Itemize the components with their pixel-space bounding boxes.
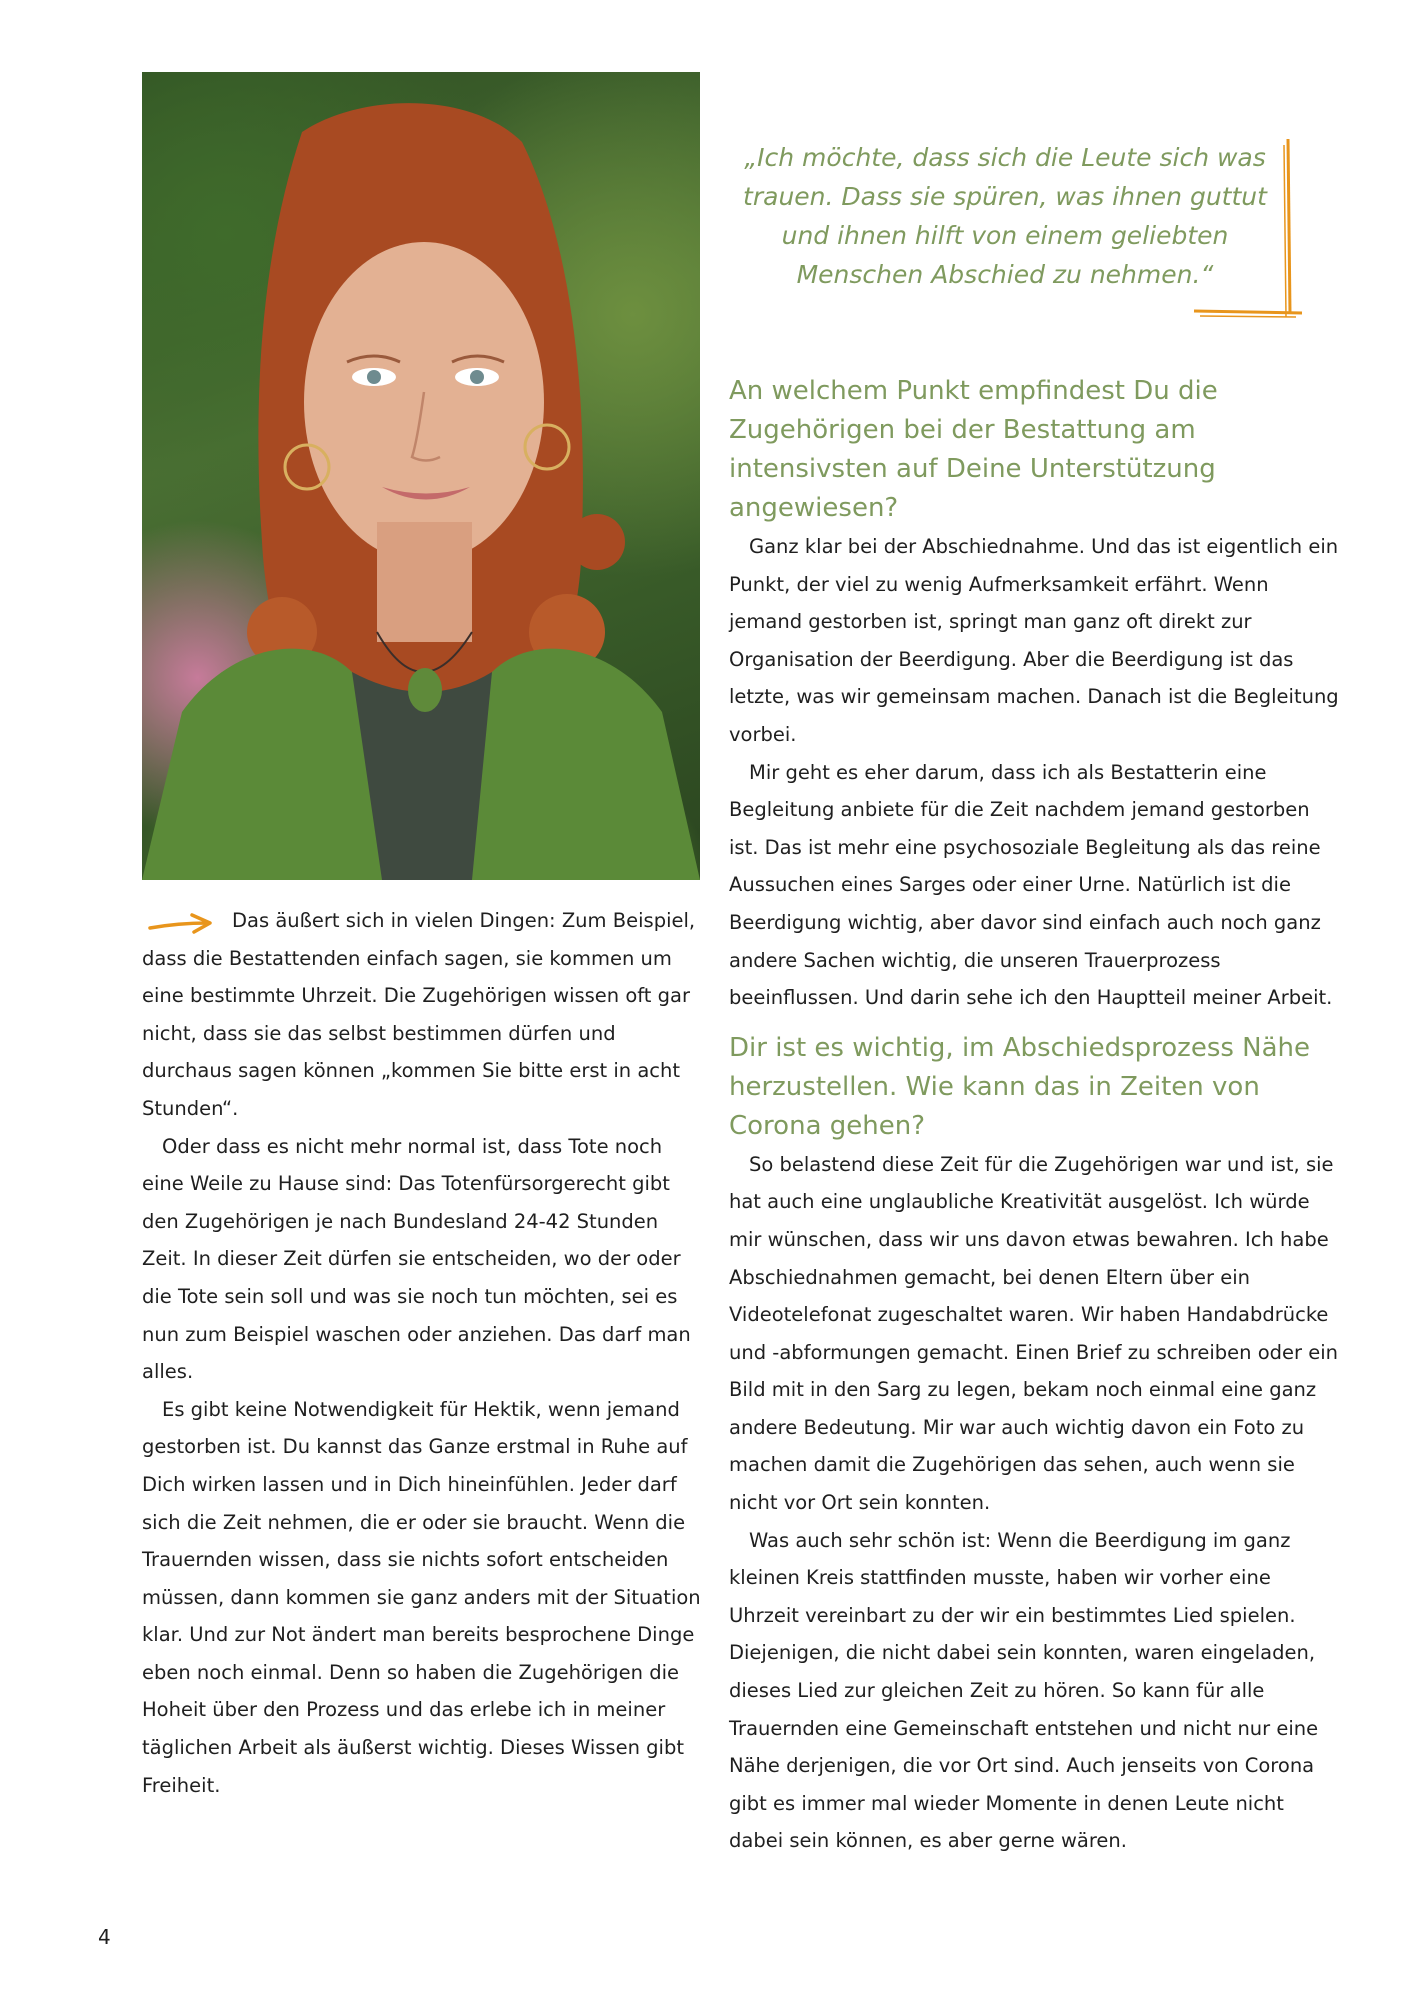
- portrait-photo: [142, 72, 700, 880]
- left-paragraph-1: Das äußert sich in vielen Dingen: Zum Beispiel, dass die Bestattenden einfach sagen, sie kommen um eine bestimmte Uhrzeit. Die Zugehörigen wissen oft gar nicht, dass sie das selbst bestimmen dürfen und durchaus sagen können „kommen Sie bitte erst in acht Stunden“.: [142, 909, 696, 1120]
- portrait-illustration: [142, 72, 700, 880]
- answer-2-paragraph-1: So belastend diese Zeit für die Zugehörigen war und ist, sie hat auch eine unglaubliche Kreativität ausgelöst. Ich würde mir wünschen, dass wir uns davon etwas bewahren. Ich habe Abschiednahmen gemacht, bei denen Eltern über ein Videotelefonat zugeschaltet waren. Wir haben Handabdrücke und -abformungen gemacht. Einen Brief zu schreiben oder ein Bild mit in den Sarg zu legen, bekam noch einmal eine ganz andere Bedeutung. Mir war auch wichtig davon ein Foto zu machen damit die Zugehörigen das sehen, auch wenn sie nicht vor Ort sein konnten.: [729, 1152, 1339, 1515]
- question-2-heading: Dir ist es wichtig, im Abschiedsprozess Nähe herzustellen. Wie kann das in Zeiten von Corona gehen?: [729, 1032, 1311, 1141]
- answer-1-paragraph-1: Ganz klar bei der Abschiednahme. Und das ist eigentlich ein Punkt, der viel zu wenig Aufmerksamkeit erfährt. Wenn jemand gestorben ist, springt man ganz oft direkt zur Organisation der Beerdigung. Aber die Beerdigung ist das letzte, was wir gemeinsam machen. Danach ist die Begleitung vorbei.: [729, 535, 1339, 746]
- question-1-heading: An welchem Punkt empfindest Du die Zugehörigen bei der Bestattung am intensivsten auf Deine Unterstützung angewiesen?: [729, 376, 1218, 523]
- answer-2-paragraph-2: Was auch sehr schön ist: Wenn die Beerdigung im ganz kleinen Kreis stattfinden musste, haben wir vorher eine Uhrzeit vereinbart zu der wir ein bestimmtes Lied spielen. Diejenigen, die nicht dabei sein konnten, waren eingeladen, dieses Lied zur gleichen Zeit zu hören. So kann für alle Trauernden eine Gemeinschaft entstehen und nicht nur eine Nähe derjenigen, die vor Ort sind. Auch jenseits von Corona gibt es immer mal wieder Momente in denen Leute nicht dabei sein können, es aber gerne wären.: [729, 1528, 1319, 1853]
- quote-frame-decoration: [1190, 135, 1310, 325]
- page-number: 4: [98, 1925, 111, 1949]
- left-column: [142, 902, 702, 1804]
- left-paragraph-3: Es gibt keine Notwendigkeit für Hektik, wenn jemand gestorben ist. Du kannst das Ganze erstmal in Ruhe auf Dich wirken lassen und in Dich hineinfühlen. Jeder darf sich die Zeit nehmen, die er oder sie braucht. Wenn die Trauernden wissen, dass sie nichts sofort entscheiden müssen, dann kommen sie ganz anders mit der Situation klar. Und zur Not ändert man bereits besprochene Dinge eben noch einmal. Denn so haben die Zugehörigen die Hoheit über den Prozess und das erlebe ich in meiner täglichen Arbeit als äußerst wichtig. Dieses Wissen gibt Freiheit.: [142, 1397, 701, 1797]
- answer-1-paragraph-2: Mir geht es eher darum, dass ich als Bestatterin eine Begleitung anbiete für die Zeit nachdem jemand gestorben ist. Das ist mehr eine psychosoziale Begleitung als das reine Aussuchen eines Sarges oder einer Urne. Natürlich ist die Beerdigung wichtig, aber davor sind einfach auch noch ganz andere Sachen wichtig, die unseren Trauerprozess beeinflussen. Und darin sehe ich den Hauptteil meiner Arbeit.: [729, 760, 1333, 1010]
- left-paragraph-2: Oder dass es nicht mehr normal ist, dass Tote noch eine Weile zu Hause sind: Das Totenfürsorgerecht gibt den Zugehörigen je nach Bundesland 24-42 Stunden Zeit. In dieser Zeit dürfen sie entscheiden, wo der oder die Tote sein soll und was sie noch tun möchten, sei es nun zum Beispiel waschen oder anziehen. Das darf man alles.: [142, 1134, 691, 1384]
- right-column: [729, 372, 1339, 1860]
- pull-quote: „Ich möchte, dass sich die Leute sich was trauen. Dass sie spüren, was ihnen guttut und ihnen hilft von einem geliebten Menschen Abschied zu nehmen.“: [743, 143, 1267, 289]
